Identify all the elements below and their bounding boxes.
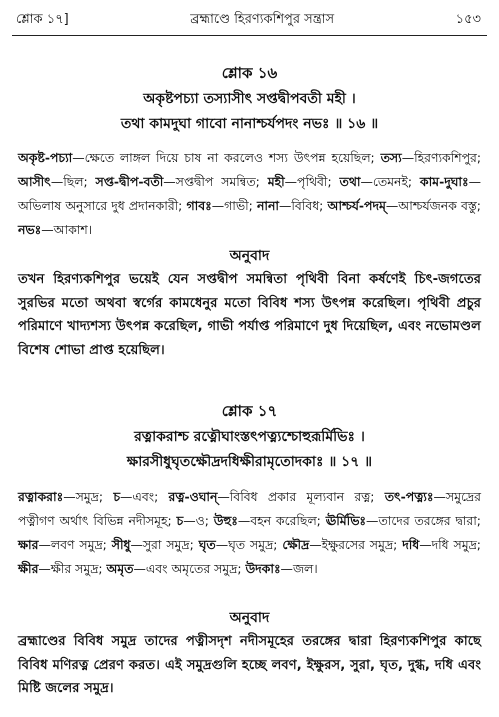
- verse-17-translation-heading: অনুবাদ: [229, 610, 270, 626]
- synonym-word: গাবঃ: [186, 198, 212, 213]
- synonym-meaning: —আশ্চর্যজনক বস্তু;: [385, 198, 481, 213]
- synonym-word: উদকাঃ: [245, 561, 281, 576]
- synonym-word: আসীৎ: [18, 174, 51, 189]
- synonym-word: রত্নাকরাঃ: [18, 489, 64, 504]
- verse-17-synonyms: [18, 485, 481, 581]
- verse-16-synonyms: [18, 146, 481, 242]
- synonym-meaning: —ঘৃত সমুদ্র;: [215, 537, 283, 552]
- synonym-word: চ: [176, 513, 184, 528]
- synonym-meaning: —সপ্তদ্বীপ সমন্বিত;: [163, 174, 268, 189]
- header-chapter-title: ব্রহ্মাণ্ডে হিরণ্যকশিপুর সন্ত্রাস: [190, 11, 335, 27]
- synonym-meaning: —আকাশ।: [41, 222, 93, 237]
- synonym-meaning: —অভিলাষ অনুসারে দুধ প্রদানকারী;: [18, 174, 481, 213]
- synonym-meaning: —গাভী;: [211, 198, 257, 213]
- synonym-meaning: —ক্ষীর সমুদ্র;: [38, 561, 107, 576]
- synonym-meaning: —দধি সমুদ্র;: [419, 537, 481, 552]
- verse-16-line-2: তথা কামদুঘা গাবো নানাশ্চর্যপদং নভঃ ॥ ১৬ ॥: [120, 116, 379, 132]
- synonym-meaning: —সুরা সমুদ্র;: [130, 537, 199, 552]
- synonym-word: মহী: [267, 174, 285, 189]
- verse-16-translation-heading: অনুবাদ: [229, 248, 270, 264]
- synonym-meaning: —ক্ষেতে লাঙ্গল দিয়ে চাষ না করলেও শস্য উৎপন্ন হয়েছিল;: [72, 150, 381, 165]
- synonym-meaning: —তেমনই;: [360, 174, 420, 189]
- synonym-word: ঊর্মিভিঃ: [325, 513, 367, 528]
- synonym-word: চ: [113, 489, 121, 504]
- verse-17-number: শ্লোক ১৭: [221, 402, 278, 420]
- synonym-meaning: —ছিল;: [50, 174, 96, 189]
- synonym-meaning: —সমুদ্রের পত্নীগণ অর্থাৎ বিভিন্ন নদীসমূহ;: [18, 489, 481, 528]
- verse-16-line-1: অকৃষ্টপচ্যা তস্যাসীৎ সপ্তদ্বীপবতী মহী ।: [143, 91, 356, 107]
- synonym-word: ঘৃত: [198, 537, 216, 552]
- verse-17-line-1: রত্নাকরাশ্চ রত্নৌঘাংস্তৎপত্ন্যশ্চোহুরূর্মিভিঃ ।: [134, 429, 365, 445]
- synonym-word: আশ্চর্য-পদম্: [327, 198, 386, 213]
- synonym-meaning: —ও;: [183, 513, 214, 528]
- synonym-meaning: —ইক্ষুরসের সমুদ্র;: [309, 537, 403, 552]
- synonym-meaning: —লবণ সমুদ্র;: [38, 537, 112, 552]
- synonym-word: দধি: [402, 537, 420, 552]
- synonym-word: তস্য: [380, 150, 402, 165]
- synonym-word: রত্ন-ওঘান্: [168, 489, 218, 504]
- synonym-meaning: —এবং অমৃতের সমুদ্র;: [133, 561, 246, 576]
- synonym-meaning: —পৃথিবী;: [284, 174, 340, 189]
- synonym-meaning: —হিরণ্যকশিপুর;: [401, 150, 481, 165]
- synonym-word: কাম-দুঘাঃ: [419, 174, 469, 189]
- synonym-word: অকৃষ্ট-পচ্যা: [18, 150, 73, 165]
- synonym-word: অমৃত: [106, 561, 134, 576]
- verse-16-translation: তখন হিরণ্যকশিপুর ভয়েই যেন সপ্তদ্বীপ সমন্বিতা পৃথিবী বিনা কর্ষণেই চিৎ-জগতের সুরভির মতো অথবা স্বর্গের কামধেনুর মতো বিবিধ শস্য উৎপন্ন করেছিল। পৃথিবী প্রচুর পরিমাণে খাদ্যশস্য উৎপন্ন করেছিল, গাভী পর্যাপ্ত পরিমাণে দুধ দিয়েছিল, এবং নভোমণ্ডল বিশেষ শোভা প্রাপ্ত হয়েছিল।: [18, 272, 481, 358]
- synonym-word: নভঃ: [18, 222, 42, 237]
- page-number: ১৫৩: [455, 11, 481, 27]
- synonym-word: সপ্ত-দ্বীপ-বতী: [95, 174, 164, 189]
- synonym-meaning: —সমুদ্র;: [63, 489, 114, 504]
- synonym-word: ক্ষীর: [18, 561, 39, 576]
- synonym-word: ক্ষৌদ্র: [282, 537, 310, 552]
- synonym-word: ক্ষার: [18, 537, 39, 552]
- synonym-word: তথা: [339, 174, 361, 189]
- synonym-word: তৎ-পত্ন্যঃ: [384, 489, 434, 504]
- synonym-word: নানা: [256, 198, 279, 213]
- synonym-meaning: —জল।: [280, 561, 318, 576]
- synonym-meaning: —এবং;: [120, 489, 169, 504]
- synonym-meaning: —তাদের তরঙ্গের দ্বারা;: [366, 513, 481, 528]
- verse-17-line-2: ক্ষারসীধুঘৃতক্ষৌদ্রদধিক্ষীরামৃতোদকাঃ ॥ ১৭ ॥: [126, 454, 373, 470]
- header-divider: [12, 35, 487, 36]
- running-header: [16, 8, 481, 32]
- synonym-meaning: —বহন করেছিল;: [237, 513, 326, 528]
- header-verse-ref: শ্লোক ১৭]: [16, 11, 69, 27]
- synonym-meaning: —বিবিধ;: [278, 198, 328, 213]
- verse-17-translation: ব্রহ্মাণ্ডের বিবিধ সমুদ্র তাদের পত্নীসদৃশ নদীসমূহের তরঙ্গের দ্বারা হিরণ্যকশিপুর কাছে বিবিধ মণিরত্ন প্রেরণ করত। এই সমুদ্রগুলি হচ্ছে লবণ, ইক্ষুরস, সুরা, ঘৃত, দুগ্ধ, দধি এবং মিষ্টি জলের সমুদ্র।: [18, 634, 481, 696]
- verse-16-number: শ্লোক ১৬: [221, 64, 278, 82]
- synonym-meaning: —বিবিধ প্রকার মূল্যবান রত্ন;: [217, 489, 385, 504]
- synonym-word: সীধু: [111, 537, 131, 552]
- synonym-word: উহুঃ: [213, 513, 238, 528]
